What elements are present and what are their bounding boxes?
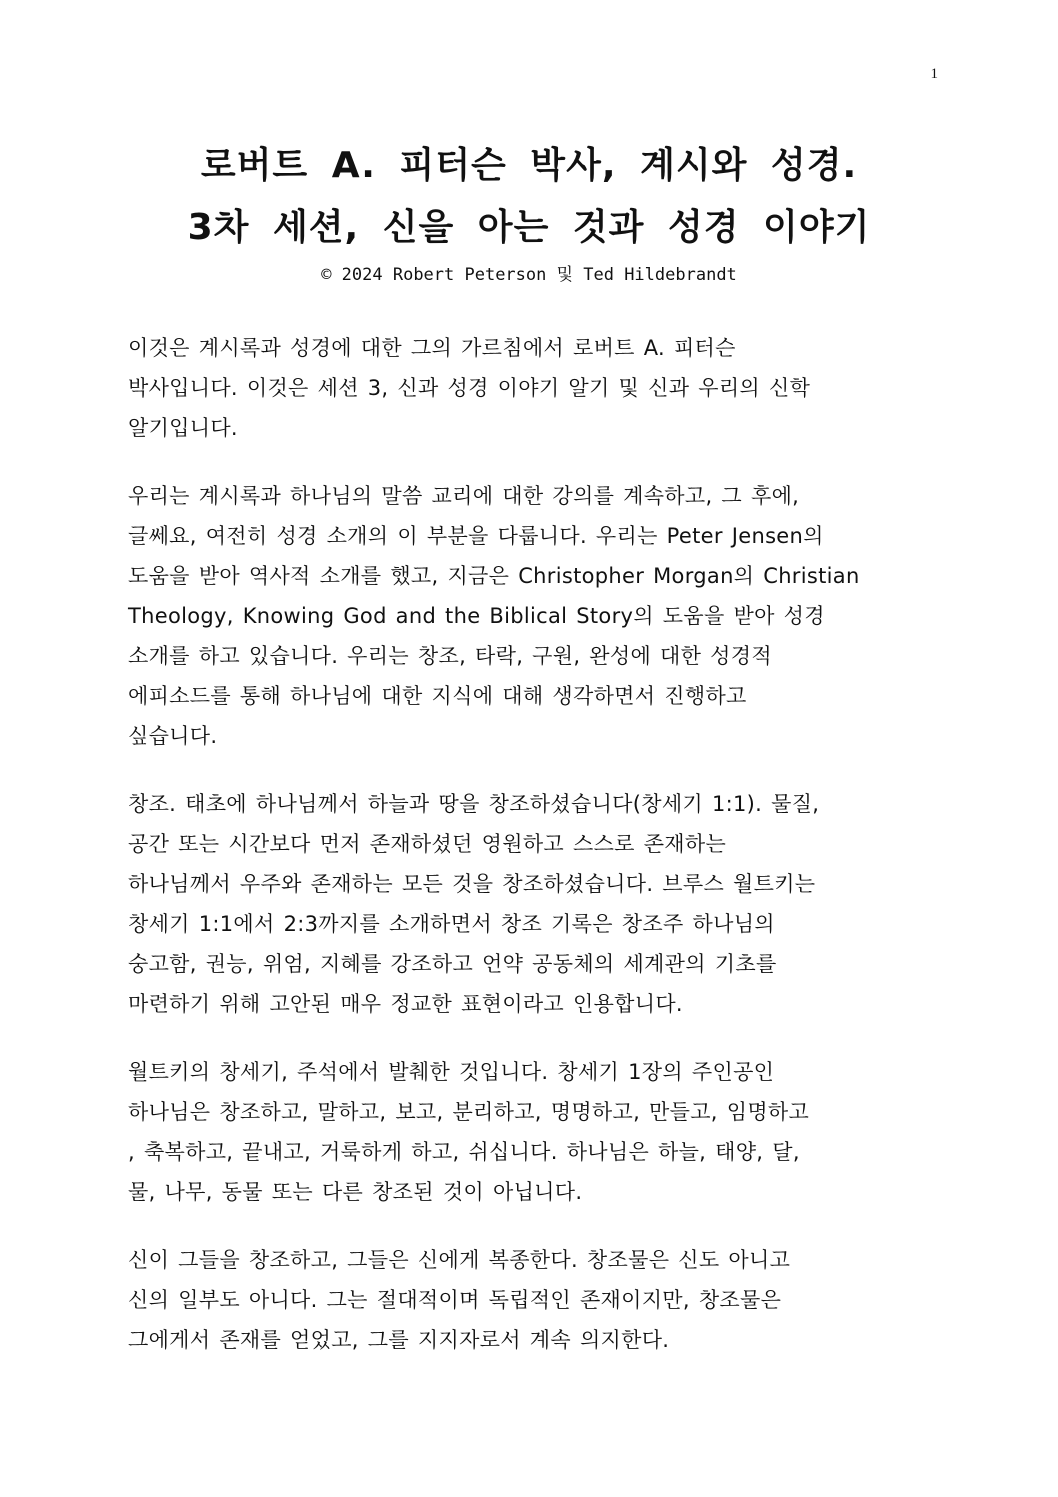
text-line: 글쎄요, 여전히 성경 소개의 이 부분을 다룹니다. 우리는 Peter Jensen의 (128, 524, 824, 548)
document-body (128, 328, 940, 1388)
text-line: , 축복하고, 끝내고, 거룩하게 하고, 쉬십니다. 하나님은 하늘, 태양, 달, (128, 1140, 800, 1164)
text-line: 알기입니다. (128, 416, 238, 440)
text-line: 신이 그들을 창조하고, 그들은 신에게 복종한다. 창조물은 신도 아니고 (128, 1248, 791, 1272)
text-line: 박사입니다. 이것은 세션 3, 신과 성경 이야기 알기 및 신과 우리의 신학 (128, 376, 811, 400)
text-line: 신의 일부도 아니다. 그는 절대적이며 독립적인 존재이지만, 창조물은 (128, 1288, 782, 1312)
paragraph-waltke-quote (128, 1052, 940, 1212)
text-line: 공간 또는 시간보다 먼저 존재하셨던 영원하고 스스로 존재하는 (128, 832, 727, 856)
paragraph-creator-creation (128, 1240, 940, 1360)
text-line: 마련하기 위해 고안된 매우 정교한 표현이라고 인용합니다. (128, 992, 683, 1016)
document-title-line-1: 로버트 A. 피터슨 박사, 계시와 성경. (200, 145, 858, 186)
text-line: 하나님께서 우주와 존재하는 모든 것을 창조하셨습니다. 브루스 월트키는 (128, 872, 816, 896)
text-line: 창세기 1:1에서 2:3까지를 소개하면서 창조 기록은 창조주 하나님의 (128, 912, 775, 936)
copyright-notice: © 2024 Robert Peterson 및 Ted Hildebrandt (321, 265, 737, 285)
text-line: 우리는 계시록과 하나님의 말씀 교리에 대한 강의를 계속하고, 그 후에, (128, 484, 800, 508)
text-line: 하나님은 창조하고, 말하고, 보고, 분리하고, 명명하고, 만들고, 임명하고 (128, 1100, 810, 1124)
paragraph-intro (128, 328, 940, 448)
text-line: 물, 나무, 동물 또는 다른 창조된 것이 아닙니다. (128, 1180, 583, 1204)
paragraph-lecture-context (128, 476, 940, 756)
text-line: 창조. 태초에 하나님께서 하늘과 땅을 창조하셨습니다(창세기 1:1). 물질, (128, 792, 820, 816)
text-line: 월트키의 창세기, 주석에서 발췌한 것입니다. 창세기 1장의 주인공인 (128, 1060, 775, 1084)
text-line: 소개를 하고 있습니다. 우리는 창조, 타락, 구원, 완성에 대한 성경적 (128, 644, 772, 668)
paragraph-creation (128, 784, 940, 1024)
text-line: 싶습니다. (128, 724, 218, 748)
text-line: Theology, Knowing God and the Biblical Story의 도움을 받아 성경 (128, 604, 825, 628)
text-line: 이것은 계시록과 성경에 대한 그의 가르침에서 로버트 A. 피터슨 (128, 336, 736, 360)
document-title-line-2: 3차 세션, 신을 아는 것과 성경 이야기 (187, 207, 871, 248)
text-line: 에피소드를 통해 하나님에 대한 지식에 대해 생각하면서 진행하고 (128, 684, 747, 708)
page-number: 1 (930, 66, 938, 82)
text-line: 숭고함, 권능, 위엄, 지혜를 강조하고 언약 공동체의 세계관의 기초를 (128, 952, 777, 976)
title-block (0, 135, 1058, 287)
text-line: 그에게서 존재를 얻었고, 그를 지지자로서 계속 의지한다. (128, 1328, 670, 1352)
text-line: 도움을 받아 역사적 소개를 했고, 지금은 Christopher Morgan의 Christian (128, 564, 860, 588)
